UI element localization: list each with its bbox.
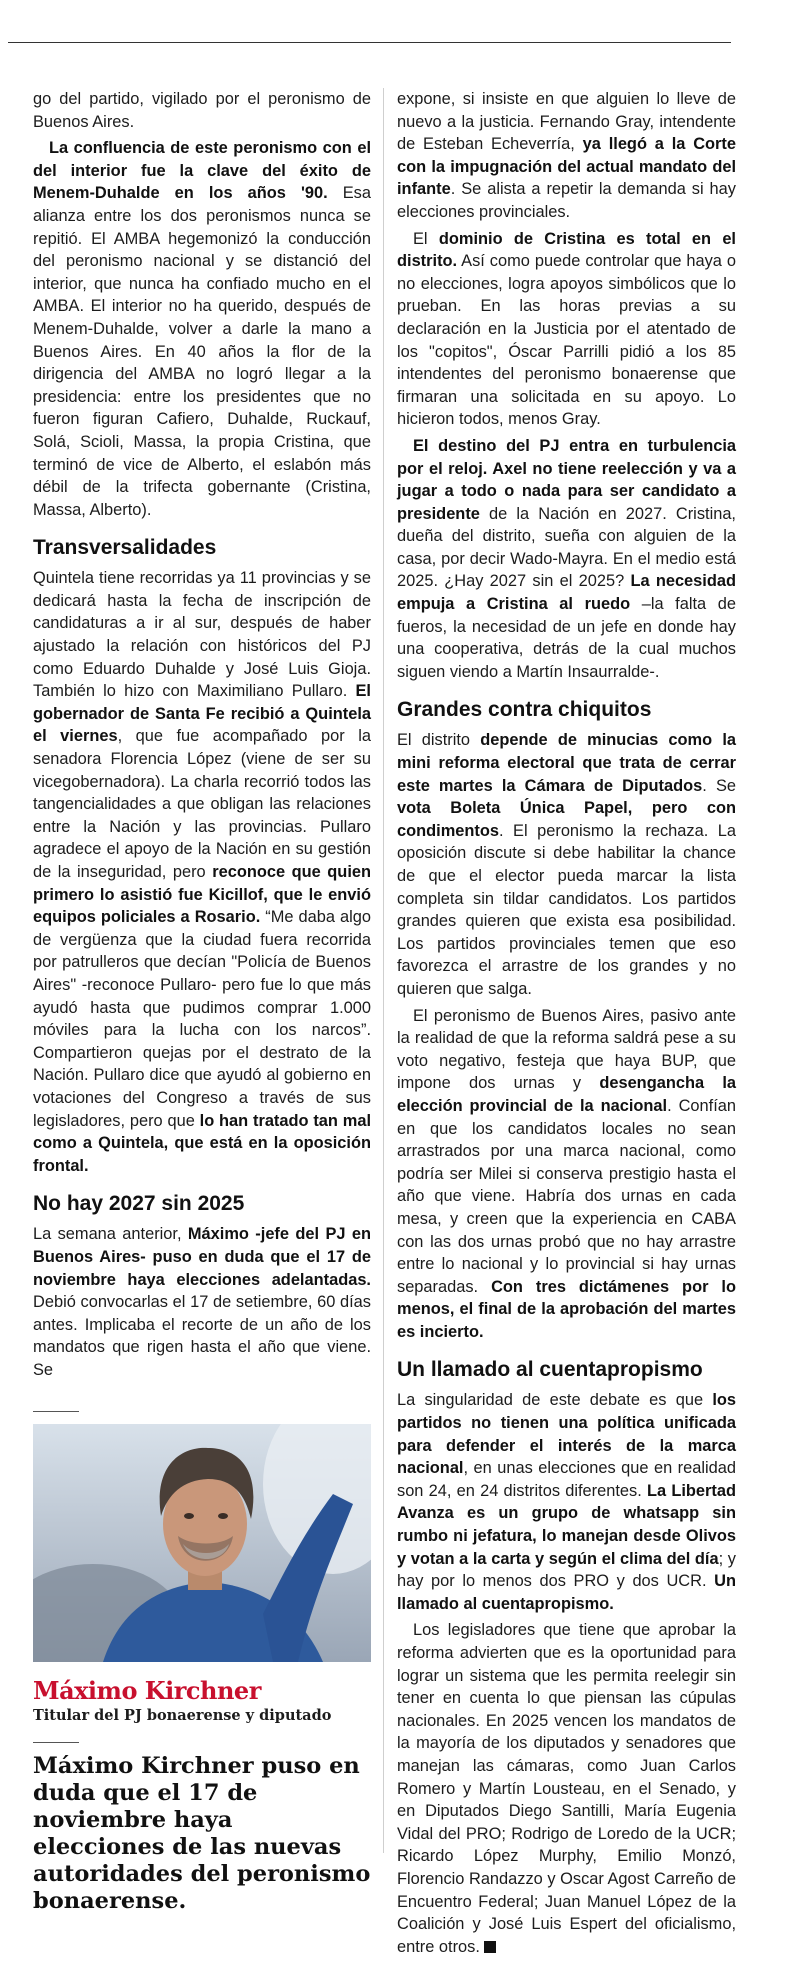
- portrait-illustration: [33, 1424, 371, 1662]
- section-heading-no-hay-2027: No hay 2027 sin 2025: [33, 1192, 245, 1216]
- text: –la falta de fueros, la necesidad de un jefe en donde hay una cooperativa, detrás de la cual muchos siguen viendo a Martín Insaurralde-.: [397, 595, 736, 681]
- column-divider: [383, 88, 384, 1853]
- quote-rule: [33, 1742, 79, 1743]
- left-column: [33, 88, 371, 1915]
- bold-text: Con tres dictámenes por lo menos, el final de la aprobación del martes es incierto.: [397, 1277, 736, 1341]
- photo-maximo-kirchner: [33, 1424, 371, 1662]
- paragraph: [33, 1223, 371, 1381]
- bold-text: ya llegó a la Corte con la impugnación del actual mandato del infante: [397, 135, 736, 199]
- text: de la Nación en 2027. Cristina, dueña del distrito, sueña con alguien de la casa, por decir Wado-Mayra. En el medio está 2025. ¿Hay 2027 sin el 2025?: [397, 504, 736, 591]
- text: El distrito: [397, 731, 481, 750]
- text: , en unas elecciones que en realidad son 24, en 24 distritos diferentes.: [397, 1459, 736, 1500]
- text: La semana anterior,: [33, 1225, 188, 1244]
- bold-text: reconoce que quien primero lo asistió fue Kicillof, que le envió equipos policiales a Rosario.: [33, 863, 371, 927]
- pull-quote: Máximo Kirchner puso en duda que el 17 de noviembre haya elecciones de las nuevas autoridades del peronismo bonaerense.: [33, 1752, 371, 1914]
- section-heading-un-llamado: Un llamado al cuentapropismo: [397, 1358, 703, 1382]
- text: . Confían en que los candidatos locales no sean arrastrados por una marca nacional, como podría ser Milei si conserva prestigio hasta el año que viene. Habría dos urnas en cada mesa, y creen que la experiencia en CABA con las dos urnas probó que no hay arrastre entre lo nacional y lo provincial si hay urnas separadas.: [397, 1096, 736, 1296]
- paragraph: [33, 567, 371, 1177]
- bold-text: vota Boleta Única Papel, pero con condimentos: [397, 799, 736, 840]
- text: ; y hay por lo menos dos PRO y dos UCR.: [397, 1549, 736, 1591]
- text: , que fue acompañado por la senadora Florencia López (viene de ser su vicegobernadora). La charla recorrió todos las tangencialidades a que obligan las relaciones entre la Nación y las provincias. Pullaro agradece el apoyo de la Nación en su gestión de la inseguridad, pero: [33, 727, 371, 881]
- text: Quintela tiene recorridas ya 11 provincias y se dedicará hasta la fecha de inscripción de candidaturas a ir al sur, después de haber ajustado la relación con históricos del PJ como Eduardo Duhalde y José Luis Gioja. También lo hizo con Maximiliano Pullaro.: [33, 569, 371, 701]
- bold-text: lo han tratado tan mal como a Quintela, que está en la oposición frontal.: [33, 1111, 371, 1175]
- paragraph: [397, 1005, 736, 1344]
- paragraph: [397, 435, 736, 684]
- text: Esa alianza entre los dos peronismos nunca se repitió. El AMBA hegemonizó la conducción del peronismo nacional y se distanció del interior, que nunca ha confiado mucho en el AMBA. El interior no ha querido, después de Menem-Duhalde, volver a darle la mano a Buenos Aires. En 40 años la flor de la dirigencia del AMBA no logró llegar a la presidencia: entre los presidentes que no fueron figuran Cafiero, Duhalde, Ruckauf, Solá, Scioli, Massa, la propia Cristina, que terminó de vice de Alberto, el eslabón más débil de la trifecta gobernante (Cristina, Massa, Alberto).: [33, 184, 371, 519]
- text: . El peronismo la rechaza. La oposición discute si debe habilitar la chance de que el elector pueda marcar la lista completa sin tildar candidatos. Los partidos grandes quieren que exista esa posibilidad. Los partidos provinciales temen que eso favorezca el arrastre de los grandes y no quieren que salga.: [397, 821, 736, 998]
- header-rule: [8, 42, 731, 43]
- bold-text: El gobernador de Santa Fe recibió a Quintela el viernes: [33, 682, 371, 746]
- section-heading-grandes-contra-chiquitos: Grandes contra chiquitos: [397, 698, 652, 722]
- photo-caption-name: Máximo Kirchner: [33, 1676, 261, 1706]
- bold-text: La Libertad Avanza es un grupo de whatsapp sin rumbo ni jefatura, lo manejan desde Olivos y votan a la carta y según el clima del día: [397, 1481, 736, 1568]
- text: “Me daba algo de vergüenza que la ciudad fuera recorrida por patrulleros que decían "Policía de Buenos Aires" -reconoce Pullaro- pero fue lo que más ayudó hasta que pudimos comprar 1.000 móviles para la lucha con los narcos”. Compartieron quejas por el destrato de la Nación. Pullaro dice que ayudó al gobierno en votaciones del Congreso a través de sus legisladores, pero que: [33, 908, 371, 1130]
- bold-text: los partidos no tienen una política unificada para defender el interés de la marca nacional: [397, 1391, 736, 1478]
- bold-text: dominio de Cristina es total en el distrito.: [397, 229, 736, 271]
- photo-caption-title: Titular del PJ bonaerense y diputado: [33, 1707, 332, 1725]
- caption-rule: [33, 1411, 79, 1412]
- text: Así como puede controlar que haya o no elecciones, logra apoyos simbólicos que lo prueban. En las horas previas a su declaración en la Justicia por el atentado de los "copitos", Óscar Parrilli pidió a los 85 intendentes del peronismo bonaerense que firmaran una solicitada en su apoyo. Lo hicieron todos, menos Gray.: [397, 252, 736, 429]
- text: El: [413, 229, 439, 248]
- paragraph: [397, 228, 736, 431]
- paragraph: [397, 729, 736, 1000]
- paragraph: [33, 137, 371, 521]
- paragraph: [397, 88, 736, 224]
- bold-text: Máximo -jefe del PJ en Buenos Aires- puso en duda que el 17 de noviembre haya elecciones adelantadas.: [33, 1225, 371, 1289]
- photo-figure: [33, 1411, 371, 1914]
- bold-text: desengancha la elección provincial de la nacional: [397, 1074, 736, 1115]
- paragraph: go del partido, vigilado por el peronismo de Buenos Aires.: [33, 90, 371, 131]
- text: El peronismo de Buenos Aires, pasivo ante la realidad de que la reforma saldrá pese a su voto negativo, festeja que haya BUP, que impone dos urnas y: [397, 1006, 736, 1093]
- paragraph: [397, 1619, 736, 1958]
- text: Debió convocarlas el 17 de setiembre, 60 días antes. Implicaba el recorte de un año de los mandatos que rigen hasta el año que viene. Se: [33, 1293, 371, 1379]
- bold-text: depende de minucias como la mini reforma electoral que trata de cerrar este martes la Cámara de Diputados: [397, 731, 736, 795]
- text: . Se: [702, 776, 736, 795]
- right-column: [397, 88, 736, 1962]
- text: Los legisladores que tiene que aprobar la reforma advierten que es la oportunidad para lograr un sistema que les permita reelegir sin tener en cuenta lo que piensan las cúpulas nacionales. En 2025 vencen los mandatos de la mayoría de los diputados y senadores que manejan las cámaras, como Juan Carlos Romero y Martín Lousteau, en el Senado, y en Diputados Diego Santilli, María Eugenia Vidal del PRO; Rodrigo de Loredo de la UCR; Ricardo López Murphy, Emilio Monzó, Florencio Randazzo y Oscar Agost Carreño de Encuentro Federal; Juan Manuel López de la Coalición y José Luis Espert del oficialismo, entre otros.: [397, 1621, 736, 1956]
- end-square-icon: [484, 1941, 496, 1953]
- bold-text: La confluencia de este peronismo con el del interior fue la clave del éxito de Menem-Duhalde en los años '90.: [33, 139, 371, 203]
- text: La singularidad de este debate es que: [397, 1391, 713, 1410]
- text: expone, si insiste en que alguien lo lleve de nuevo a la justicia. Fernando Gray, intendente de Esteban Echeverría,: [397, 90, 736, 154]
- text: . Se alista a repetir la demanda si hay elecciones provinciales.: [397, 180, 736, 221]
- bold-text: La necesidad empuja a Cristina al ruedo: [397, 572, 736, 614]
- bold-text: El destino del PJ entra en turbulencia por el reloj. Axel no tiene reelección y va a jugar a todo o nada para ser candidato a presidente: [397, 436, 736, 523]
- paragraph: [397, 1389, 736, 1615]
- bold-text: Un llamado al cuentapropismo.: [397, 1572, 736, 1613]
- section-heading-transversalidades: Transversalidades: [33, 536, 217, 560]
